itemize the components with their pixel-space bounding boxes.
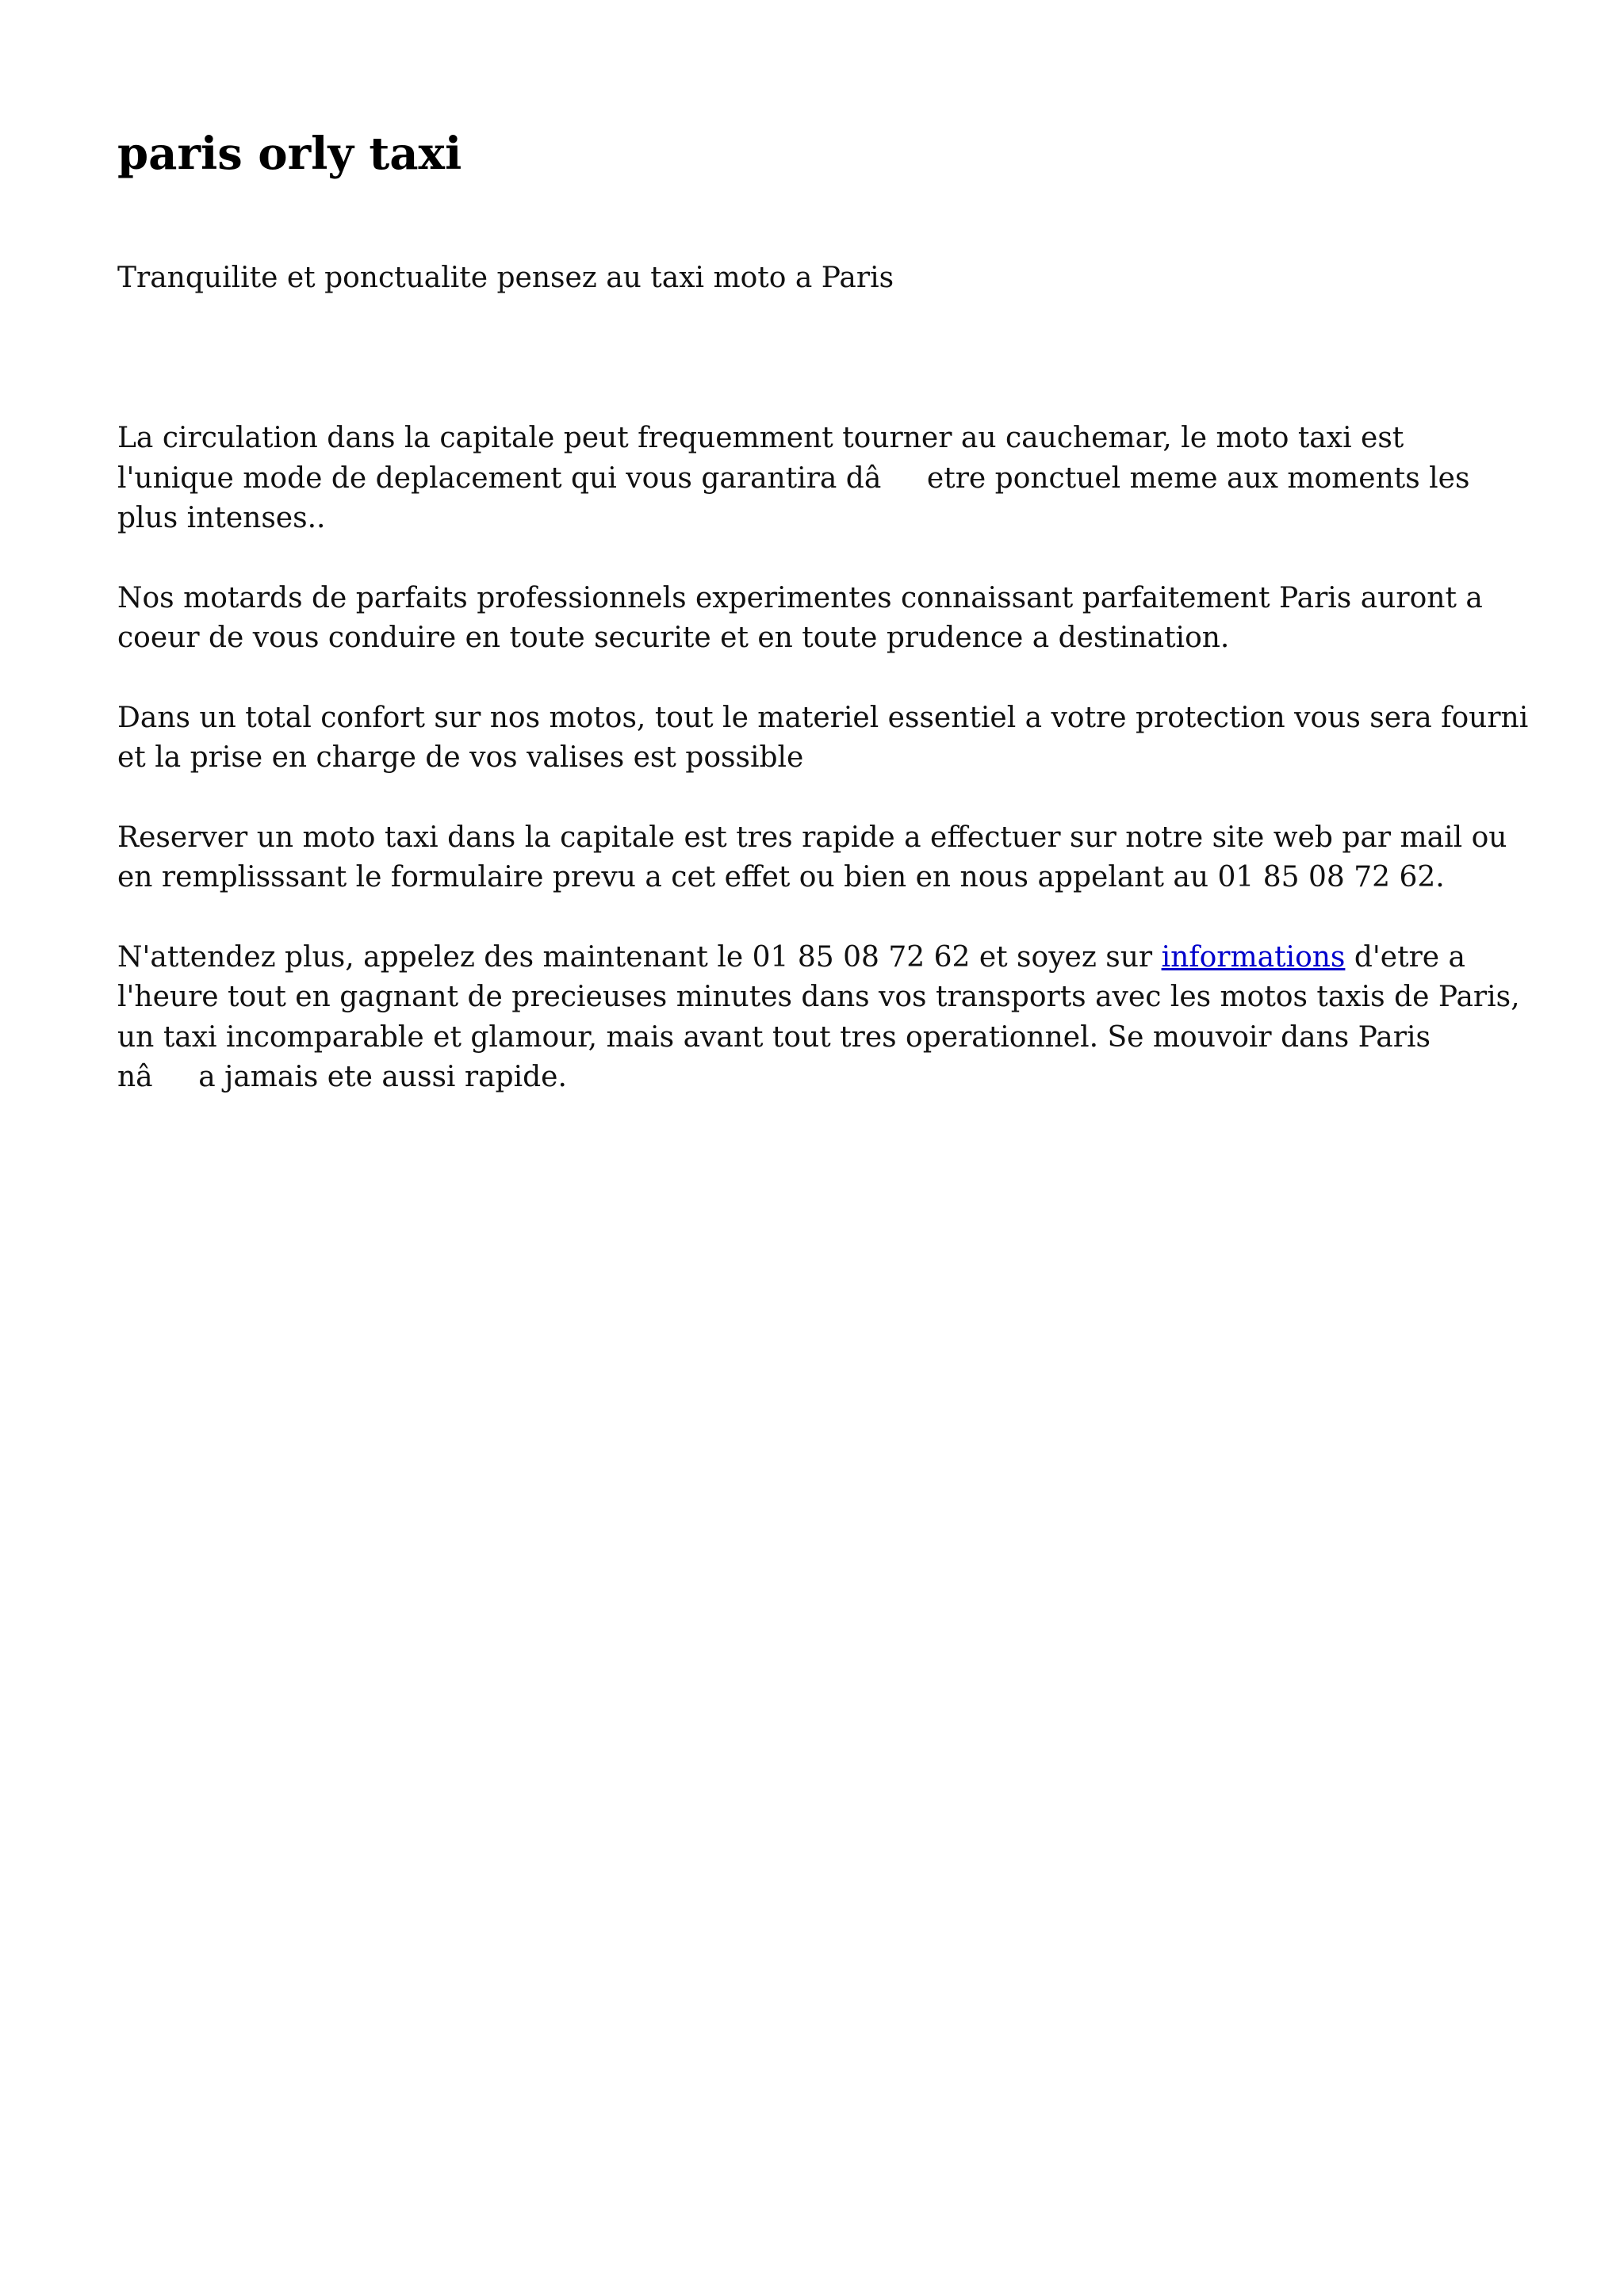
cta-text-after-link: d'etre a l'heure tout en gagnant de precieuses minutes dans vos transports avec les motos taxis de Paris, un taxi incomparable et glamour, mais avant tout tres operationnel. Se mouvoir dans Paris nâa jamais ete aussi rapide.	[117, 940, 1520, 1093]
page-title: paris orly taxi	[117, 128, 462, 180]
paragraph-reserver: Reserver un moto taxi dans la capitale est tres rapide a effectuer sur notre site web par mail ou en remplisssant le formulaire prevu a cet effet ou bien en nous appelant au 01 85 08 72 62.	[117, 821, 1507, 894]
paragraph-confort: Dans un total confort sur nos motos, tout le materiel essentiel a votre protection vous sera fourni et la prise en charge de vos valises est possible	[117, 701, 1529, 774]
informations-link[interactable]: informations	[1161, 940, 1346, 974]
paragraph-call-to-action	[117, 938, 1529, 1098]
cta-text-before-link: N'attendez plus, appelez des maintenant le 01 85 08 72 62 et soyez sur	[117, 940, 1162, 974]
paragraph-circulation: La circulation dans la capitale peut frequemment tourner au cauchemar, le moto taxi est l'unique mode de deplacement qui vous garantira dâetre ponctuel meme aux moments les plus intenses..	[117, 422, 1470, 534]
page-subtitle: Tranquilite et ponctualite pensez au taxi moto a Paris	[117, 262, 894, 294]
article-body	[117, 419, 1529, 1138]
paragraph-motards: Nos motards de parfaits professionnels experimentes connaissant parfaitement Paris auront a coeur de vous conduire en toute securite et en toute prudence a destination.	[117, 581, 1483, 654]
